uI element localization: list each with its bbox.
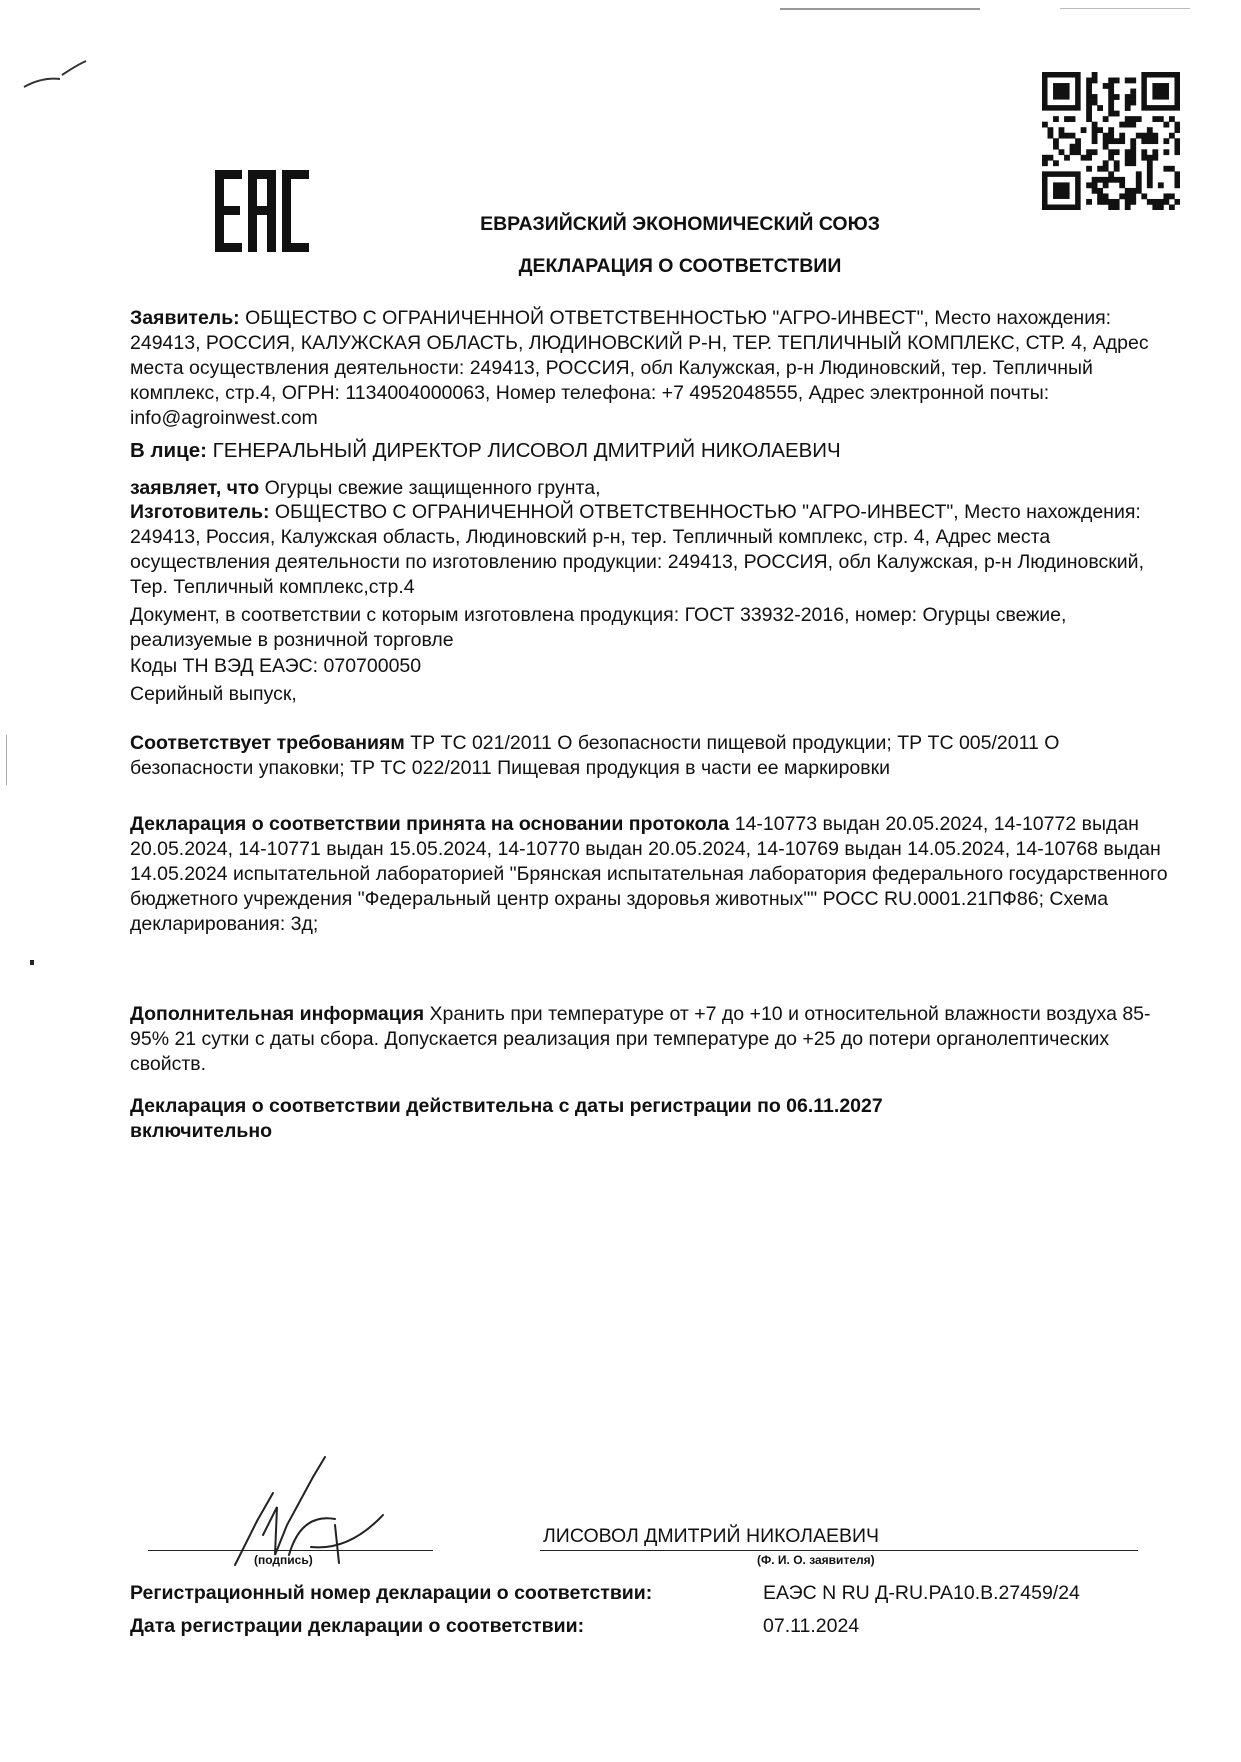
conforms-label: Соответствует требованиям [130, 732, 405, 754]
serial-paragraph: Серийный выпуск, [130, 683, 297, 705]
basis-label: Декларация о соответствии принята на основании протокола [130, 813, 730, 835]
conforms-text: ТР ТС 021/2011 О безопасности пищевой продукции; ТР ТС 005/2011 О безопасности упаковки; ТР ТС 022/2011 Пищевая продукция в части ее маркировки [130, 732, 1060, 779]
additional-text: Хранить при температуре от +7 до +10 и относительной влажности воздуха 85-95% 21 сутки с даты сбора. Допускается реализация при температуре до +25 до потери органолептических свойств. [130, 1003, 1151, 1075]
represented-label: В лице: [130, 439, 207, 462]
manufacturer-text: ОБЩЕСТВО С ОГРАНИЧЕННОЙ ОТВЕТСТВЕННОСТЬЮ "АГРО-ИНВЕСТ", Место нахождения: 249413, Россия, Калужская область, Людиновский р-н, тер. Тепличный комплекс, стр. 4, Адрес места осуществления деятельности по изготовлению продукции: 249413, РОССИЯ, обл Калужская, р-н Людиновский, Тер. Тепличный комплекс,стр.4 [130, 501, 1144, 598]
applicant-label: Заявитель: [130, 307, 240, 329]
registration-number-value: ЕАЭС N RU Д-RU.PA10.B.27459/24 [763, 1582, 1080, 1604]
additional-label: Дополнительная информация [130, 1003, 425, 1025]
scan-dot [30, 960, 34, 965]
scan-mark-top-right [1060, 8, 1190, 9]
applicant-paragraph [130, 306, 1170, 431]
name-line [540, 1550, 1138, 1551]
scan-edge-mark [6, 735, 7, 785]
signatory-name: ЛИСОВОЛ ДМИТРИЙ НИКОЛАЕВИЧ [543, 1525, 880, 1547]
basis-text: 14-10773 выдан 20.05.2024, 14-10772 выдан 20.05.2024, 14-10771 выдан 15.05.2024, 14-10770 выдан 20.05.2024, 14-10769 выдан 14.05.2024, 14-10768 выдан 14.05.2024 испытательной лабораторией "Брянская испытательная лаборатория федерального государственного бюджетного учреждения "Федеральный центр охраны здоровья животных"" РОСС RU.0001.21ПФ86; Схема декларирования: 3д; [130, 813, 1168, 935]
signature-line [148, 1550, 433, 1551]
registration-number-label: Регистрационный номер декларации о соответствии: [130, 1582, 653, 1604]
declares-label: заявляет, что [130, 477, 260, 499]
scan-mark-stroke [22, 55, 92, 95]
additional-paragraph [130, 1002, 1170, 1077]
qr-code [1042, 72, 1180, 210]
name-caption: (Ф. И. О. заявителя) [757, 1553, 875, 1567]
declares-paragraph [130, 476, 1170, 501]
registration-date-value: 07.11.2024 [763, 1615, 860, 1637]
applicant-text: ОБЩЕСТВО С ОГРАНИЧЕННОЙ ОТВЕТСТВЕННОСТЬЮ "АГРО-ИНВЕСТ", Место нахождения: 249413, РОССИЯ, КАЛУЖСКАЯ ОБЛАСТЬ, ЛЮДИНОВСКИЙ Р-Н, ТЕР. ТЕПЛИЧНЫЙ КОМПЛЕКС, СТР. 4, Адрес места осуществления деятельности: 249413, РОССИЯ, обл Калужская, р-н Людиновский, тер. Тепличный комплекс, стр.4, ОГРН: 1134004000063, Номер телефона: +7 4952048555, Адрес электронной почты: info@agroinwest.com [130, 307, 1149, 429]
union-heading: ЕВРАЗИЙСКИЙ ЭКОНОМИЧЕСКИЙ СОЮЗ [480, 213, 880, 235]
scan-mark-top [780, 8, 980, 10]
document-title: ДЕКЛАРАЦИЯ О СООТВЕТСТВИИ [518, 255, 842, 277]
qr-code-graphic [1042, 72, 1180, 210]
basis-paragraph [130, 812, 1170, 937]
codes-paragraph: Коды ТН ВЭД ЕАЭС: 070700050 [130, 655, 422, 677]
registration-date-label: Дата регистрации декларации о соответствии: [130, 1615, 585, 1637]
signature-caption: (подпись) [254, 1553, 313, 1567]
document-paragraph: Документ, в соответствии с которым изготовлена продукция: ГОСТ 33932-2016, номер: Огурцы свежие, реализуемые в розничной торговле [130, 604, 1067, 651]
conforms-paragraph [130, 731, 1170, 781]
represented-text: ГЕНЕРАЛЬНЫЙ ДИРЕКТОР ЛИСОВОЛ ДМИТРИЙ НИКОЛАЕВИЧ [212, 439, 841, 462]
declares-text: Огурцы свежие защищенного грунта, [264, 477, 601, 499]
validity-paragraph: Декларация о соответствии действительна с даты регистрации по 06.11.2027 включительно [130, 1095, 883, 1142]
eac-logo-graphic [215, 170, 310, 252]
represented-paragraph [130, 438, 1170, 463]
manufacturer-label: Изготовитель: [130, 501, 270, 523]
eac-logo [215, 170, 310, 252]
manufacturer-paragraph [130, 500, 1170, 600]
